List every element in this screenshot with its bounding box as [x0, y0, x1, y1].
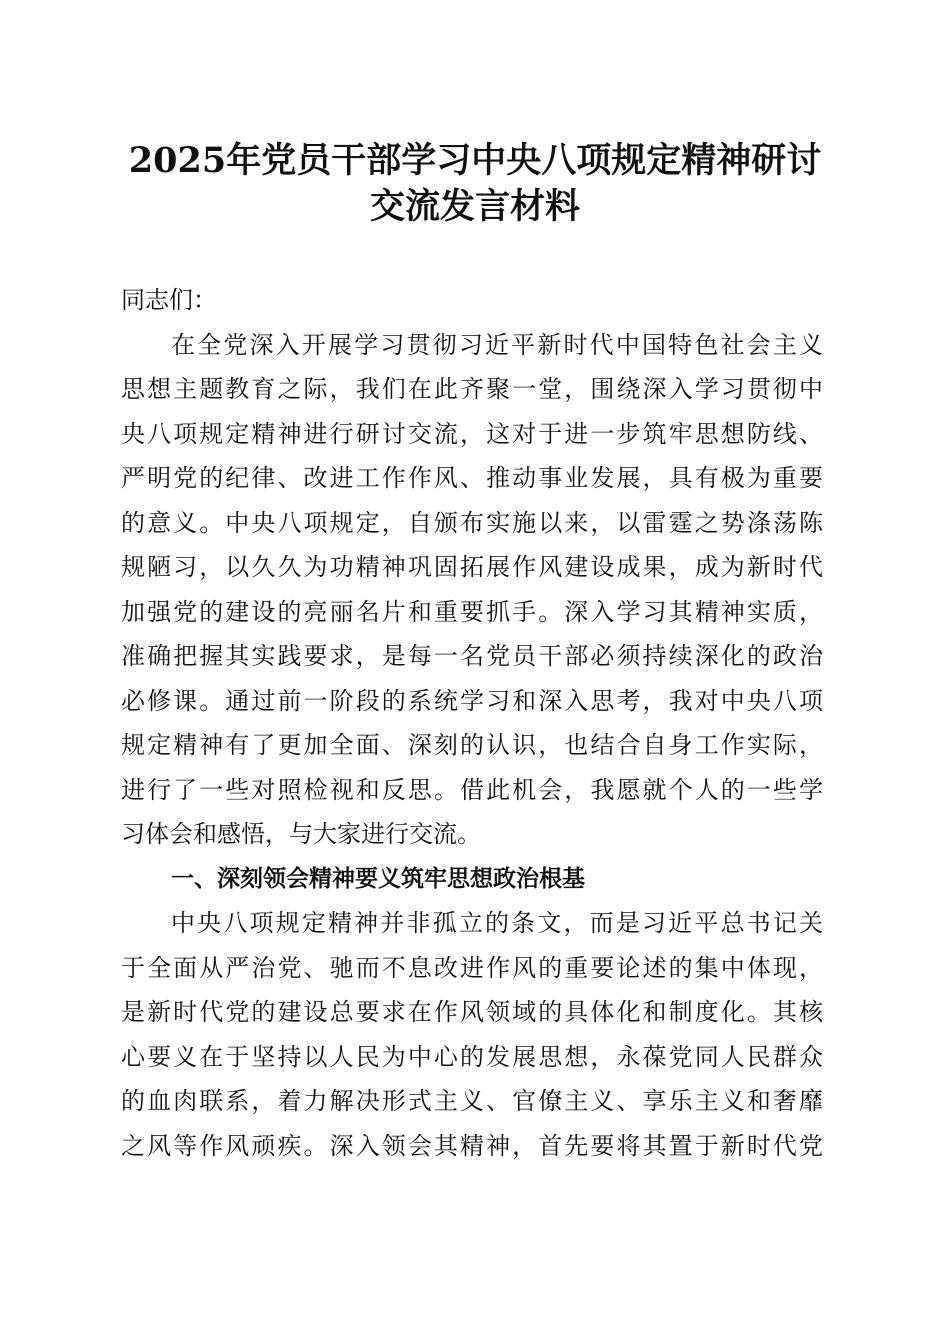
- paragraph-1: [121, 323, 823, 857]
- section-heading: 一、深刻领会精神要义筑牢思想政治根基: [171, 865, 585, 892]
- paragraph-line: 心要义在于坚持以人民为中心的发展思想，永葆党同人民群众: [121, 1042, 823, 1071]
- paragraph-line: 的意义。中央八项规定，自颁布实施以来，以雷霆之势涤荡陈: [121, 508, 823, 537]
- paragraph-line: 思想主题教育之际，我们在此齐聚一堂，围绕深入学习贯彻中: [121, 375, 823, 403]
- paragraph-2: [121, 901, 823, 1168]
- paragraph-line: 在全党深入开展学习贯彻习近平新时代中国特色社会主义: [171, 330, 823, 359]
- title-line-2: 交流发言材料: [369, 186, 580, 227]
- salutation: 同志们：: [121, 286, 217, 314]
- paragraph-line: 中央八项规定精神并非孤立的条文，而是习近平总书记关: [171, 909, 823, 937]
- paragraph-line: 加强党的建设的亮丽名片和重要抓手。深入学习其精神实质，: [121, 597, 823, 626]
- paragraph-line: 严明党的纪律、改进工作作风、推动事业发展，具有极为重要: [121, 464, 823, 492]
- paragraph-line: 准确把握其实践要求，是每一名党员干部必须持续深化的政治: [121, 642, 823, 670]
- paragraph-line: 是新时代党的建设总要求在作风领域的具体化和制度化。其核: [121, 998, 823, 1026]
- paragraph-line: 习体会和感悟，与大家进行交流。: [121, 820, 481, 848]
- title-line-1: 2025年党员干部学习中央八项规定精神研讨: [128, 140, 822, 181]
- paragraph-line: 之风等作风顽疾。深入领会其精神，首先要将其置于新时代党: [121, 1131, 823, 1160]
- paragraph-line: 的血肉联系，着力解决形式主义、官僚主义、享乐主义和奢靡: [121, 1087, 823, 1115]
- paragraph-line: 进行了一些对照检视和反思。借此机会，我愿就个人的一些学: [121, 775, 823, 804]
- paragraph-line: 规定精神有了更加全面、深刻的认识，也结合自身工作实际，: [121, 731, 823, 759]
- paragraph-line: 央八项规定精神进行研讨交流，这对于进一步筑牢思想防线、: [121, 419, 823, 448]
- paragraph-line: 规陋习，以久久为功精神巩固拓展作风建设成果，成为新时代: [121, 553, 823, 581]
- paragraph-line: 于全面从严治党、驰而不息改进作风的重要论述的集中体现，: [121, 953, 823, 982]
- document-title: [100, 138, 850, 230]
- paragraph-line: 必修课。通过前一阶段的系统学习和深入思考，我对中央八项: [121, 686, 823, 715]
- document-body: [121, 278, 823, 1168]
